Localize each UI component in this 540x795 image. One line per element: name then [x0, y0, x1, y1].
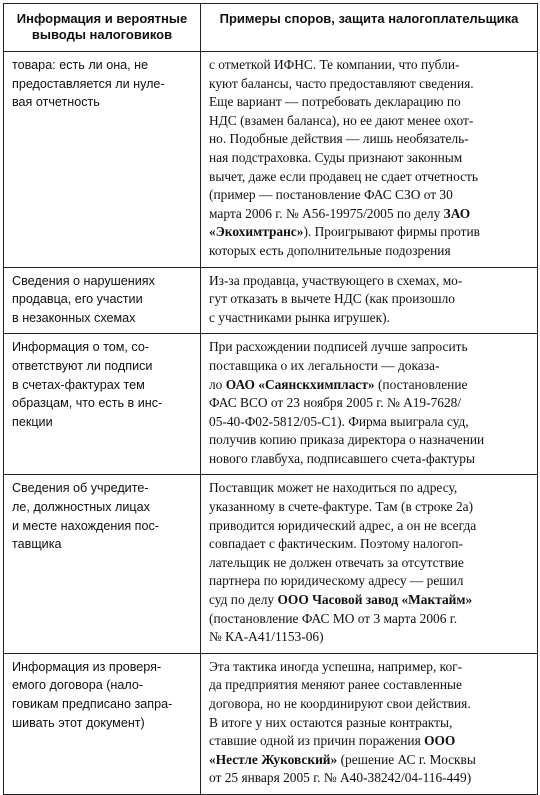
header-examples-column: Примеры споров, защита налогоплательщика: [201, 4, 538, 52]
row-example-cell: Поставщик может не находиться по адресу, указанному в счете-фактуре. Там (в строке 2а) приводится юридический адрес, а он не всегда совпадает с фактическим. Поэтому налогоп- лательщик не должен отвечать за отсутствие партнера по юридическому адресу — решил суд по делу ООО Часовой завод «Мактайм» (постановление ФАС МО от 3 марта 2006 г. № КА-А41/1153-06): [201, 475, 538, 653]
text-line: ло ОАО «Саянскхимпласт» (постановление: [209, 376, 468, 392]
table-row: [4, 52, 538, 268]
row-info-cell: Информация о том, со- ответствуют ли подписи в счетах-фактурах тем образцам, что есть в инс- пекции: [4, 334, 201, 475]
row-example-cell: Из-за продавца, участвующего в схемах, мо- гут отказать в вычете НДС (как произошло с участниками рынка игрушек).: [201, 267, 538, 334]
row-info-cell: Сведения о нарушениях продавца, его участии в незаконных схемах: [4, 267, 201, 334]
header-info-column: Информация и вероятные выводы налоговиков: [4, 4, 201, 52]
row-example-cell: с отметкой ИФНС. Те компании, что публи- куют балансы, часто предоставляют сведения. Еще вариант — потребовать декларацию по НДС (взамен баланса), но ее дают менее охот- но. Подобные действия — лишь необязатель- ная подстраховка. Суды признают законным вычет, даже если продавец не сдает отчетность (пример — постановление ФАС СЗО от 30 марта 2006 г. № А56-19975/2005 по делу ЗАО «Экохимтранс»). Проигрывают фирмы против которых есть дополнительные подозрения: [201, 52, 538, 268]
disputes-table: [3, 3, 538, 795]
company-name: ОАО «Саянскхимпласт»: [225, 376, 375, 392]
row-example-cell: При расхождении подписей лучше запросить поставщика о их легальности — доказа- ло ОАО «Саянскхимпласт» (постановление ФАС ВСО от 23 ноября 2005 г. № А19-7628/ 05-40-Ф02-5812/05-С1). Фирма выиграла суд, получив копию приказа директора о назначении нового главбуха, подписавшего счета-фактуры: [201, 334, 538, 475]
text-line: суд по делу ООО Часовой завод «Мактайм»: [209, 592, 473, 608]
table-row: [4, 267, 538, 334]
row-info-cell: товара: есть ли она, не предоставляется ли нуле- вая отчетность: [4, 52, 201, 268]
row-example-cell: Эта тактика иногда успешна, например, ког- да предприятия меняют ранее составленные договора, но не координируют свои действия. В итоге у них остаются разные контракты, ставшие одной из причин поражения ООО «Нестле Жуковский» (решение АС г. Москвы от 25 января 2005 г. № А40-38242/04-116-449): [201, 653, 538, 794]
row-info-cell: Информация из проверя- емого договора (нало- говикам предписано запра- шивать этот документ): [4, 653, 201, 794]
text-line: ставшие одной из причин поражения ООО: [209, 733, 456, 749]
company-name: «Нестле Жуковский»: [209, 751, 338, 767]
company-name: ООО: [424, 733, 456, 749]
table-row: [4, 653, 538, 794]
table-row: [4, 475, 538, 653]
text-line: «Нестле Жуковский» (решение АС г. Москвы: [209, 751, 476, 767]
company-name: ЗАО: [443, 205, 471, 221]
table-row: [4, 334, 538, 475]
table-header-row: [4, 4, 538, 52]
row-info-cell: Сведения об учредите- ле, должностных лицах и месте нахождения пос- тавщика: [4, 475, 201, 653]
text-line: «Экохимтранс»). Проигрывают фирмы против: [209, 224, 481, 240]
company-name: «Экохимтранс»: [209, 224, 304, 240]
company-name: ООО Часовой завод «Мактайм»: [277, 592, 473, 608]
text-line: марта 2006 г. № А56-19975/2005 по делу ЗАО: [209, 205, 471, 221]
